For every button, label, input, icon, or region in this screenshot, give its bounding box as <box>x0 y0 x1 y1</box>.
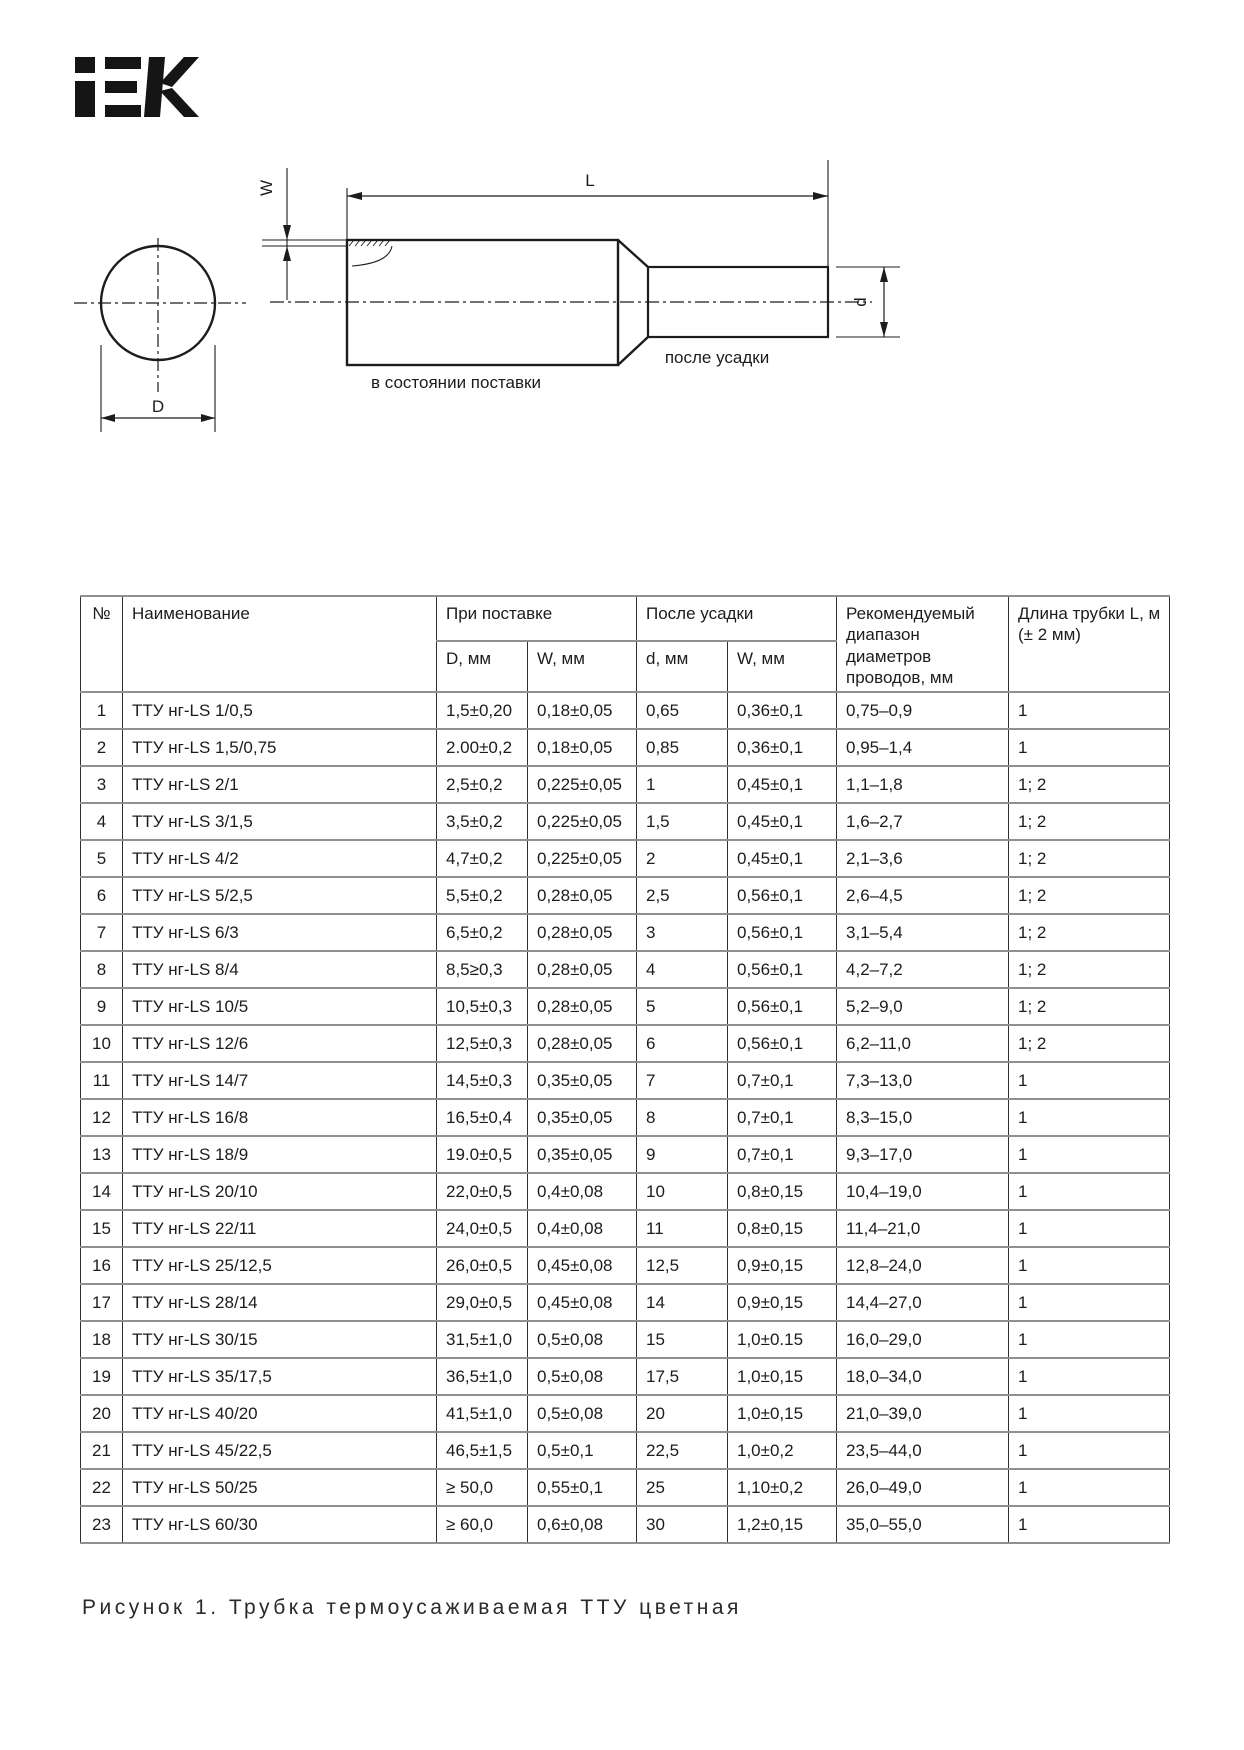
table-cell: 0,35±0,05 <box>528 1099 637 1136</box>
table-cell: 0,7±0,1 <box>728 1062 837 1099</box>
table-cell: 24,0±0,5 <box>437 1210 528 1247</box>
table-cell: 0,5±0,08 <box>528 1321 637 1358</box>
table-cell: 10,4–19,0 <box>837 1173 1009 1210</box>
table-row <box>81 1099 1170 1136</box>
arrow-W-up <box>283 246 291 261</box>
table-row <box>81 877 1170 914</box>
table-cell: 0,35±0,05 <box>528 1136 637 1173</box>
table-row <box>81 988 1170 1025</box>
table-cell: 14 <box>81 1173 123 1210</box>
table-cell: 20 <box>637 1395 728 1432</box>
table-cell: ТТУ нг-LS 25/12,5 <box>123 1247 437 1284</box>
table-cell: 1,0±0.15 <box>728 1321 837 1358</box>
table-cell: 14,4–27,0 <box>837 1284 1009 1321</box>
table-cell: ТТУ нг-LS 14/7 <box>123 1062 437 1099</box>
table-row <box>81 1136 1170 1173</box>
table-cell: 1; 2 <box>1009 803 1170 840</box>
table-cell: 12,5 <box>637 1247 728 1284</box>
table-cell: 23 <box>81 1506 123 1543</box>
table-cell: 7 <box>637 1062 728 1099</box>
label-d: d <box>851 297 870 307</box>
table-cell: 18 <box>81 1321 123 1358</box>
table-cell: 0,225±0,05 <box>528 766 637 803</box>
table-cell: ТТУ нг-LS 1,5/0,75 <box>123 729 437 766</box>
table-cell: 12 <box>81 1099 123 1136</box>
table-cell: 0,95–1,4 <box>837 729 1009 766</box>
table-cell: ТТУ нг-LS 3/1,5 <box>123 803 437 840</box>
table-row <box>81 1469 1170 1506</box>
table-cell: 4,7±0,2 <box>437 840 528 877</box>
table-cell: ТТУ нг-LS 8/4 <box>123 951 437 988</box>
table-cell: ТТУ нг-LS 22/11 <box>123 1210 437 1247</box>
table-cell: 46,5±1,5 <box>437 1432 528 1469</box>
logo-e-bar-top <box>105 57 141 69</box>
table-cell: 1 <box>1009 1173 1170 1210</box>
table-cell: 0,18±0,05 <box>528 729 637 766</box>
table-cell: 0,56±0,1 <box>728 988 837 1025</box>
table-cell: 13 <box>81 1136 123 1173</box>
table-cell: 0,4±0,08 <box>528 1173 637 1210</box>
table-cell: 6 <box>81 877 123 914</box>
header-W-mm-delivery: W, мм <box>528 641 637 692</box>
table-cell: 17,5 <box>637 1358 728 1395</box>
table-cell: 5,2–9,0 <box>837 988 1009 1025</box>
table-cell: 0,28±0,05 <box>528 951 637 988</box>
table-cell: 1,10±0,2 <box>728 1469 837 1506</box>
table-cell: 17 <box>81 1284 123 1321</box>
table-cell: 0,36±0,1 <box>728 729 837 766</box>
table-cell: 0,55±0,1 <box>528 1469 637 1506</box>
table-cell: 7 <box>81 914 123 951</box>
table-row <box>81 951 1170 988</box>
table-row <box>81 803 1170 840</box>
table-cell: ТТУ нг-LS 5/2,5 <box>123 877 437 914</box>
table-cell: 1 <box>1009 1506 1170 1543</box>
logo-k-arm-lower <box>160 88 199 117</box>
table-cell: 9 <box>81 988 123 1025</box>
table-cell: 15 <box>637 1321 728 1358</box>
table-row <box>81 1358 1170 1395</box>
table-cell: 1 <box>637 766 728 803</box>
spec-table-body <box>81 692 1170 1543</box>
header-d-mm: d, мм <box>637 641 728 692</box>
table-cell: 1 <box>1009 1136 1170 1173</box>
table-cell: 0,8±0,15 <box>728 1173 837 1210</box>
table-cell: 0,75–0,9 <box>837 692 1009 729</box>
table-cell: 1 <box>1009 1247 1170 1284</box>
logo-k-stem <box>144 57 165 117</box>
table-cell: 0,45±0,1 <box>728 803 837 840</box>
table-cell: ТТУ нг-LS 12/6 <box>123 1025 437 1062</box>
table-cell: 10,5±0,3 <box>437 988 528 1025</box>
table-cell: 0,5±0,1 <box>528 1432 637 1469</box>
table-row <box>81 1173 1170 1210</box>
table-cell: 2 <box>637 840 728 877</box>
table-cell: 0,45±0,1 <box>728 766 837 803</box>
arrow-d-down <box>880 322 888 337</box>
spec-table-container <box>80 595 1169 1544</box>
logo-i-stem <box>75 81 95 117</box>
table-cell: 0,28±0,05 <box>528 877 637 914</box>
table-cell: 1 <box>1009 1210 1170 1247</box>
table-cell: 1 <box>1009 729 1170 766</box>
table-cell: 1; 2 <box>1009 877 1170 914</box>
table-cell: 6 <box>637 1025 728 1062</box>
arrow-D-left <box>101 414 115 422</box>
table-cell: 1; 2 <box>1009 1025 1170 1062</box>
table-cell: 1 <box>1009 1358 1170 1395</box>
table-cell: 0,6±0,08 <box>528 1506 637 1543</box>
header-wire-range: Рекомендуемый диапазон диаметров проводов, мм <box>837 596 1009 692</box>
table-cell: 16 <box>81 1247 123 1284</box>
table-cell: 20 <box>81 1395 123 1432</box>
arrow-D-right <box>201 414 215 422</box>
label-delivered-state: в состоянии поставки <box>371 373 541 392</box>
table-cell: 3,5±0,2 <box>437 803 528 840</box>
table-cell: 0,56±0,1 <box>728 877 837 914</box>
table-row <box>81 692 1170 729</box>
arrow-W-down <box>283 225 291 240</box>
table-cell: 8 <box>637 1099 728 1136</box>
table-cell: ≥ 50,0 <box>437 1469 528 1506</box>
table-cell: 1 <box>81 692 123 729</box>
table-cell: 0,56±0,1 <box>728 914 837 951</box>
table-cell: 1 <box>1009 1395 1170 1432</box>
table-row <box>81 1247 1170 1284</box>
table-cell: 0,225±0,05 <box>528 840 637 877</box>
table-row <box>81 1506 1170 1543</box>
table-row <box>81 1062 1170 1099</box>
table-row <box>81 1284 1170 1321</box>
table-cell: ТТУ нг-LS 50/25 <box>123 1469 437 1506</box>
table-cell: 5 <box>637 988 728 1025</box>
table-cell: 36,5±1,0 <box>437 1358 528 1395</box>
table-cell: 19.0±0,5 <box>437 1136 528 1173</box>
table-cell: 1,5±0,20 <box>437 692 528 729</box>
table-cell: 11,4–21,0 <box>837 1210 1009 1247</box>
table-row <box>81 914 1170 951</box>
table-cell: 9,3–17,0 <box>837 1136 1009 1173</box>
table-cell: 1,0±0,15 <box>728 1358 837 1395</box>
spec-table <box>80 595 1170 1544</box>
table-cell: ТТУ нг-LS 28/14 <box>123 1284 437 1321</box>
table-cell: 0,56±0,1 <box>728 951 837 988</box>
table-cell: ТТУ нг-LS 6/3 <box>123 914 437 951</box>
table-cell: 25 <box>637 1469 728 1506</box>
label-L: L <box>585 171 595 190</box>
iek-logo <box>75 56 199 118</box>
logo-k-arm-upper <box>160 57 199 87</box>
table-cell: 5 <box>81 840 123 877</box>
table-cell: 11 <box>81 1062 123 1099</box>
label-D: D <box>151 397 165 416</box>
arrow-L-right <box>813 192 828 200</box>
table-cell: 1,0±0,2 <box>728 1432 837 1469</box>
table-cell: 1,0±0,15 <box>728 1395 837 1432</box>
table-cell: 1; 2 <box>1009 914 1170 951</box>
table-cell: 2,5 <box>637 877 728 914</box>
table-cell: 15 <box>81 1210 123 1247</box>
table-cell: 1; 2 <box>1009 766 1170 803</box>
table-cell: 7,3–13,0 <box>837 1062 1009 1099</box>
table-cell: 0,7±0,1 <box>728 1099 837 1136</box>
table-cell: 2,1–3,6 <box>837 840 1009 877</box>
table-cell: ТТУ нг-LS 20/10 <box>123 1173 437 1210</box>
table-cell: 2 <box>81 729 123 766</box>
table-cell: ТТУ нг-LS 4/2 <box>123 840 437 877</box>
table-cell: ТТУ нг-LS 35/17,5 <box>123 1358 437 1395</box>
table-row <box>81 766 1170 803</box>
table-cell: 1 <box>1009 1432 1170 1469</box>
table-cell: 0,28±0,05 <box>528 988 637 1025</box>
logo-e-bar-mid <box>105 81 137 93</box>
header-name: Наименование <box>123 596 437 692</box>
table-row <box>81 840 1170 877</box>
table-cell: 1; 2 <box>1009 951 1170 988</box>
table-cell: 8 <box>81 951 123 988</box>
taper-bottom <box>618 337 648 365</box>
table-row <box>81 1395 1170 1432</box>
table-cell: 22,0±0,5 <box>437 1173 528 1210</box>
table-cell: 5,5±0,2 <box>437 877 528 914</box>
table-cell: 2.00±0,2 <box>437 729 528 766</box>
table-cell: 1,1–1,8 <box>837 766 1009 803</box>
table-cell: 0,18±0,05 <box>528 692 637 729</box>
table-cell: 41,5±1,0 <box>437 1395 528 1432</box>
table-cell: 1 <box>1009 1284 1170 1321</box>
table-cell: 4 <box>637 951 728 988</box>
table-cell: 0,7±0,1 <box>728 1136 837 1173</box>
table-cell: ≥ 60,0 <box>437 1506 528 1543</box>
table-cell: 0,45±0,08 <box>528 1284 637 1321</box>
header-D-mm: D, мм <box>437 641 528 692</box>
table-cell: 1; 2 <box>1009 840 1170 877</box>
header-group-after: После усадки <box>637 596 837 641</box>
header-tube-length: Длина трубки L, м (± 2 мм) <box>1009 596 1170 692</box>
table-cell: 1 <box>1009 1321 1170 1358</box>
table-cell: 23,5–44,0 <box>837 1432 1009 1469</box>
table-cell: 0,45±0,1 <box>728 840 837 877</box>
table-cell: 6,2–11,0 <box>837 1025 1009 1062</box>
table-cell: 0,5±0,08 <box>528 1395 637 1432</box>
table-cell: 0,28±0,05 <box>528 1025 637 1062</box>
table-cell: 1; 2 <box>1009 988 1170 1025</box>
table-cell: 0,225±0,05 <box>528 803 637 840</box>
table-cell: 0,5±0,08 <box>528 1358 637 1395</box>
table-cell: 1 <box>1009 1099 1170 1136</box>
table-cell: 16,0–29,0 <box>837 1321 1009 1358</box>
table-row <box>81 1321 1170 1358</box>
figure-caption: Рисунок 1. Трубка термоусаживаемая ТТУ цветная <box>82 1596 742 1619</box>
table-cell: ТТУ нг-LS 45/22,5 <box>123 1432 437 1469</box>
table-cell: 0,65 <box>637 692 728 729</box>
table-cell: 0,36±0,1 <box>728 692 837 729</box>
table-cell: 19 <box>81 1358 123 1395</box>
header-group-delivery: При поставке <box>437 596 637 641</box>
table-cell: 6,5±0,2 <box>437 914 528 951</box>
header-num: № <box>81 596 123 692</box>
table-cell: ТТУ нг-LS 2/1 <box>123 766 437 803</box>
table-cell: 0,56±0,1 <box>728 1025 837 1062</box>
table-row <box>81 1432 1170 1469</box>
table-cell: ТТУ нг-LS 60/30 <box>123 1506 437 1543</box>
table-cell: 8,3–15,0 <box>837 1099 1009 1136</box>
table-cell: 8,5≥0,3 <box>437 951 528 988</box>
table-cell: 0,45±0,08 <box>528 1247 637 1284</box>
table-cell: ТТУ нг-LS 30/15 <box>123 1321 437 1358</box>
table-cell: 1,6–2,7 <box>837 803 1009 840</box>
table-cell: 1 <box>1009 1062 1170 1099</box>
logo-i-dot <box>75 57 95 73</box>
table-cell: 12,8–24,0 <box>837 1247 1009 1284</box>
arrow-L-left <box>347 192 362 200</box>
table-cell: 22,5 <box>637 1432 728 1469</box>
table-cell: 4 <box>81 803 123 840</box>
table-row <box>81 1210 1170 1247</box>
table-cell: ТТУ нг-LS 10/5 <box>123 988 437 1025</box>
bore-curve <box>352 246 392 266</box>
table-cell: ТТУ нг-LS 18/9 <box>123 1136 437 1173</box>
table-cell: 16,5±0,4 <box>437 1099 528 1136</box>
table-cell: 4,2–7,2 <box>837 951 1009 988</box>
technical-drawing <box>60 140 940 455</box>
header-W-mm-after: W, мм <box>728 641 837 692</box>
table-cell: 11 <box>637 1210 728 1247</box>
table-cell: 21,0–39,0 <box>837 1395 1009 1432</box>
table-cell: ТТУ нг-LS 40/20 <box>123 1395 437 1432</box>
table-cell: 30 <box>637 1506 728 1543</box>
table-cell: 3,1–5,4 <box>837 914 1009 951</box>
table-cell: 12,5±0,3 <box>437 1025 528 1062</box>
table-cell: 29,0±0,5 <box>437 1284 528 1321</box>
table-cell: 35,0–55,0 <box>837 1506 1009 1543</box>
table-cell: 1 <box>1009 1469 1170 1506</box>
table-cell: 22 <box>81 1469 123 1506</box>
table-cell: 1 <box>1009 692 1170 729</box>
table-cell: 10 <box>81 1025 123 1062</box>
table-cell: 21 <box>81 1432 123 1469</box>
table-cell: ТТУ нг-LS 16/8 <box>123 1099 437 1136</box>
table-cell: 26,0–49,0 <box>837 1469 1009 1506</box>
table-cell: 0,85 <box>637 729 728 766</box>
table-cell: 14 <box>637 1284 728 1321</box>
table-cell: 26,0±0,5 <box>437 1247 528 1284</box>
table-cell: 0,9±0,15 <box>728 1284 837 1321</box>
table-row <box>81 1025 1170 1062</box>
table-cell: 0,9±0,15 <box>728 1247 837 1284</box>
table-cell: 1,5 <box>637 803 728 840</box>
logo-e-bar-bottom <box>105 105 141 117</box>
table-cell: 10 <box>637 1173 728 1210</box>
table-cell: 0,4±0,08 <box>528 1210 637 1247</box>
table-row <box>81 729 1170 766</box>
table-cell: 3 <box>81 766 123 803</box>
table-cell: 0,35±0,05 <box>528 1062 637 1099</box>
label-W: W <box>257 179 276 197</box>
label-shrunk-state: после усадки <box>664 348 770 367</box>
table-cell: 2,5±0,2 <box>437 766 528 803</box>
table-cell: 1,2±0,15 <box>728 1506 837 1543</box>
table-cell: 0,28±0,05 <box>528 914 637 951</box>
table-cell: ТТУ нг-LS 1/0,5 <box>123 692 437 729</box>
table-cell: 0,8±0,15 <box>728 1210 837 1247</box>
table-cell: 9 <box>637 1136 728 1173</box>
taper-top <box>618 240 648 267</box>
table-cell: 2,6–4,5 <box>837 877 1009 914</box>
table-cell: 3 <box>637 914 728 951</box>
table-cell: 18,0–34,0 <box>837 1358 1009 1395</box>
table-cell: 14,5±0,3 <box>437 1062 528 1099</box>
table-cell: 31,5±1,0 <box>437 1321 528 1358</box>
arrow-d-up <box>880 267 888 282</box>
